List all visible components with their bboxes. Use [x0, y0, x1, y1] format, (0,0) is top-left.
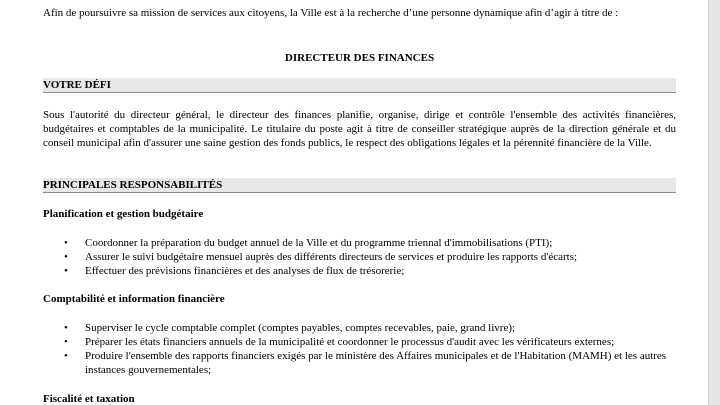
viewer-scroll-gutter[interactable]	[708, 0, 720, 405]
list-item-text: Assurer le suivi budgétaire mensuel auprès des différents directeurs de services et produire les rapports d'écarts;	[85, 251, 578, 263]
bullet-icon: •	[64, 350, 68, 362]
section-heading-challenge	[43, 78, 676, 93]
list-item	[43, 321, 676, 335]
budget-planning-list	[43, 236, 676, 278]
accounting-list	[43, 321, 676, 377]
bullet-icon: •	[64, 251, 68, 263]
list-item	[43, 335, 676, 349]
list-item	[43, 349, 676, 377]
bullet-icon: •	[64, 336, 68, 348]
list-item	[43, 236, 676, 250]
bullet-icon: •	[64, 265, 68, 277]
list-item-text: Effectuer des prévisions financières et des analyses de flux de trésorerie;	[85, 265, 405, 277]
subheading-taxation: Fiscalité et taxation	[43, 393, 135, 405]
list-item	[43, 264, 676, 278]
section-heading-challenge-text: VOTRE DÉFI	[43, 79, 111, 91]
list-item-text: Coordonner la préparation du budget annuel de la Ville et du programme triennal d'immobilisations (PTI);	[85, 237, 553, 249]
list-item	[43, 250, 676, 264]
bullet-icon: •	[64, 322, 68, 334]
bullet-icon: •	[64, 237, 68, 249]
intro-paragraph: Afin de poursuivre sa mission de services aux citoyens, la Ville est à la recherche d’une personne dynamique afin d’agir à titre de :	[43, 7, 619, 19]
section-heading-responsibilities-text: PRINCIPALES RESPONSABILITÉS	[43, 179, 223, 191]
subheading-accounting: Comptabilité et information financière	[43, 293, 225, 305]
challenge-paragraph: Sous l'autorité du directeur général, le directeur des finances planifie, organise, dirige et contrôle l'ensemble des activités financières, budgétaires et comptables de la municipalité. Le titulaire du poste agit à titre de conseiller stratégique auprès de la direction générale et du conseil municipal afin d'assurer une saine gestion des fonds publics, le respect des obligations légales et la pérennité financière de la Ville.	[43, 109, 676, 149]
section-heading-responsibilities	[43, 178, 676, 193]
list-item-text: Superviser le cycle comptable complet (comptes payables, comptes recevables, paie, grand livre);	[85, 322, 516, 334]
list-item-text: Préparer les états financiers annuels de la municipalité et coordonner le processus d'audit avec les vérificateurs externes;	[85, 336, 615, 348]
subheading-budget-planning: Planification et gestion budgétaire	[43, 208, 204, 220]
job-title: DIRECTEUR DES FINANCES	[284, 52, 435, 64]
list-item-text: Produire l'ensemble des rapports financiers exigés par le ministère des Affaires municipales et de l'Habitation (MAMH) et les autres instances gouvernementales;	[85, 350, 667, 376]
